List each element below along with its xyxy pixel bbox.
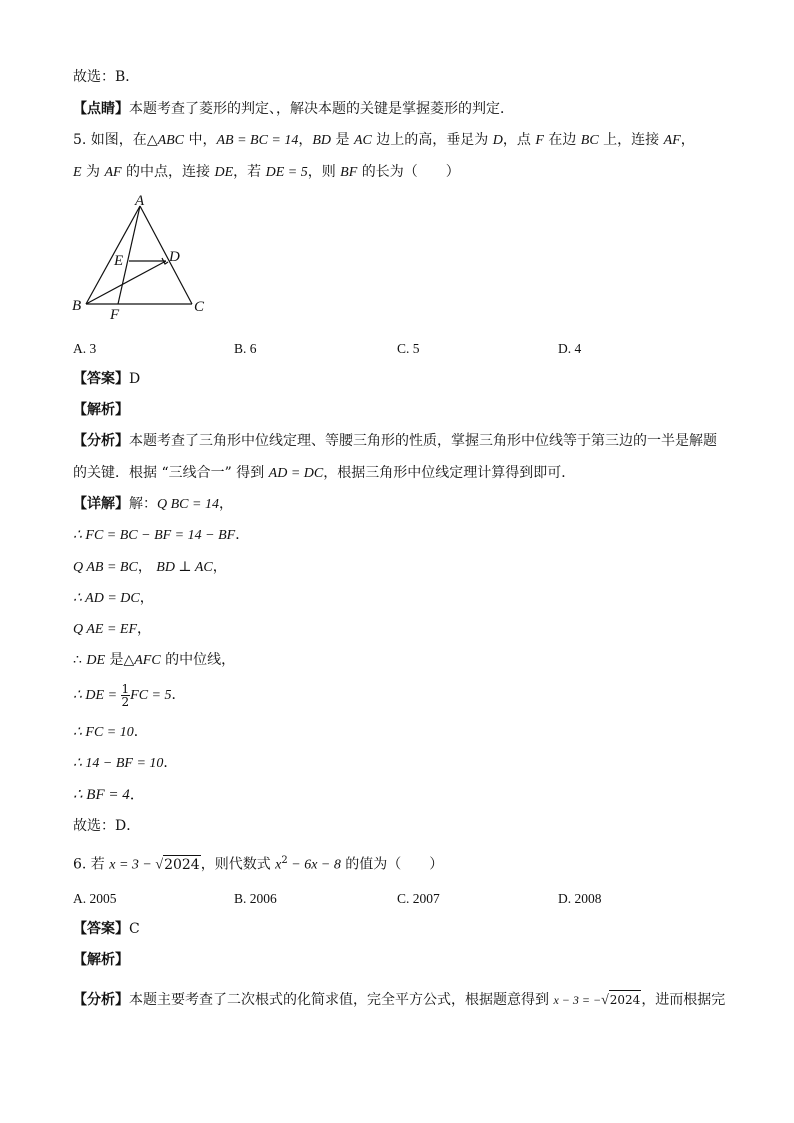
step-5: ∴ DE 是△AFC 的中位线，	[73, 652, 236, 668]
fraction-half: $\frac{1}{2}$	[121, 681, 130, 709]
answer-line-prev: 故选：B．	[73, 69, 140, 85]
step-2: Q AB = BC， BD ⊥ AC，	[73, 559, 227, 575]
step-6: ∴ DE = $\frac{1}{2}$ FC = 5．	[73, 681, 186, 709]
q6-option-a[interactable]: A. 2005	[73, 891, 117, 906]
q5-option-a[interactable]: A. 3	[73, 341, 97, 356]
step-7: ∴ FC = 10．	[73, 724, 148, 740]
analysis-5-line-1: 【分析】本题考查了三角形中位线定理、等腰三角形的性质，掌握三角形中位线等于第三边的一半是解题	[73, 433, 717, 449]
side-ac	[140, 206, 192, 304]
q5-option-c[interactable]: C. 5	[397, 341, 420, 356]
step-8: ∴ 14 − BF = 10．	[73, 755, 178, 771]
q6-option-d[interactable]: D. 2008	[558, 891, 602, 906]
review-note: 【点睛】本题考查了菱形的判定、，解决本题的关键是掌握菱形的判定．	[73, 101, 514, 117]
label-a: A	[135, 193, 145, 209]
analysis-5-line-2: 的关键．根据 “三线合一” 得到 AD = DC，根据三角形中位线定理计算得到即可．	[73, 465, 576, 481]
sqrt-2024: 2024	[164, 856, 200, 873]
q5-option-b[interactable]: B. 6	[234, 341, 257, 356]
q6-option-b[interactable]: B. 2006	[234, 891, 277, 906]
question-6: 6. 若 x = 3 − √2024，则代数式 $x^2 - 6x - 8$ 的值为（ ）	[73, 855, 444, 873]
step-10: 故选：D．	[73, 818, 141, 834]
label-b: B	[72, 298, 82, 314]
step-3: ∴ AD = DC，	[73, 590, 154, 606]
analysis-heading-5: 【解析】	[73, 402, 129, 418]
q5-option-d[interactable]: D. 4	[558, 341, 582, 356]
answer-6: 【答案】C	[73, 921, 140, 937]
triangle-figure	[66, 192, 216, 322]
label-e: E	[114, 253, 124, 269]
q6-option-c[interactable]: C. 2007	[397, 891, 440, 906]
label-c: C	[194, 299, 205, 315]
detail-heading: 【详解】解：Q BC = 14，	[73, 496, 233, 512]
answer-5: 【答案】D	[73, 371, 141, 387]
label-f: F	[110, 307, 120, 322]
question-5-line-2: E 为 AF 的中点，连接 DE，若 DE = 5，则 BF 的长为（ ）	[73, 164, 460, 180]
step-1: ∴ FC = BC − BF = 14 − BF．	[73, 527, 250, 543]
analysis-6-line-1: 【分析】本题主要考查了二次根式的化简求值，完全平方公式，根据题意得到 x − 3 = −√2024，进而根据完	[73, 992, 726, 1008]
question-5-line-1: 5. 如图，在△ABC 中，AB = BC = 14，BD 是 AC 边上的高，垂足为 D，点 F 在边 BC 上，连接 AF，	[73, 132, 695, 148]
label-d: D	[169, 249, 180, 265]
analysis-heading-6: 【解析】	[73, 952, 129, 968]
step-9: ∴ BF = 4．	[73, 785, 145, 803]
step-4: Q AE = EF，	[73, 621, 152, 637]
